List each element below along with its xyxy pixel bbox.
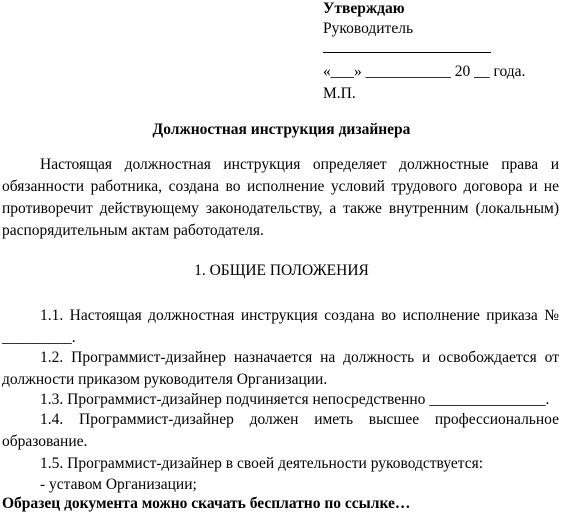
download-link[interactable]: Образец документа можно скачать бесплатно по ссылке… [2,495,411,512]
intro-paragraph: Настоящая должностная инструкция определяет должностные права и обязанности работника, создана во исполнение условий трудового договора и не противоречит действующему законодательству, а также внутренним (локальным) распорядительным актам работодателя. [2,156,559,239]
clause-1-3: 1.3. Программист-дизайнер подчиняется непосредственно _______________. [40,391,550,408]
approval-heading: Утверждаю [323,0,405,17]
clause-1-4: 1.4. Программист-дизайнер должен иметь высшее профессиональное образование. [2,411,559,450]
list-item: - уставом Организации; [40,476,197,493]
stamp-placeholder: М.П. [323,85,356,102]
approval-role: Руководитель [323,20,414,37]
approval-date-line: «___» ___________ 20 __ года. [323,63,526,80]
clause-1-5: 1.5. Программист-дизайнер в своей деятельности руководствуется: [40,455,484,472]
document-title: Должностная инструкция дизайнера [152,121,411,138]
signature-line [323,52,491,53]
clause-1-1: 1.1. Настоящая должностная инструкция создана во исполнение приказа № _________. [2,307,559,346]
clause-1-2: 1.2. Программист-дизайнер назначается на должность и освобождается от должности приказом руководителя Организации. [2,349,559,388]
section-heading: 1. ОБЩИЕ ПОЛОЖЕНИЯ [194,262,369,279]
